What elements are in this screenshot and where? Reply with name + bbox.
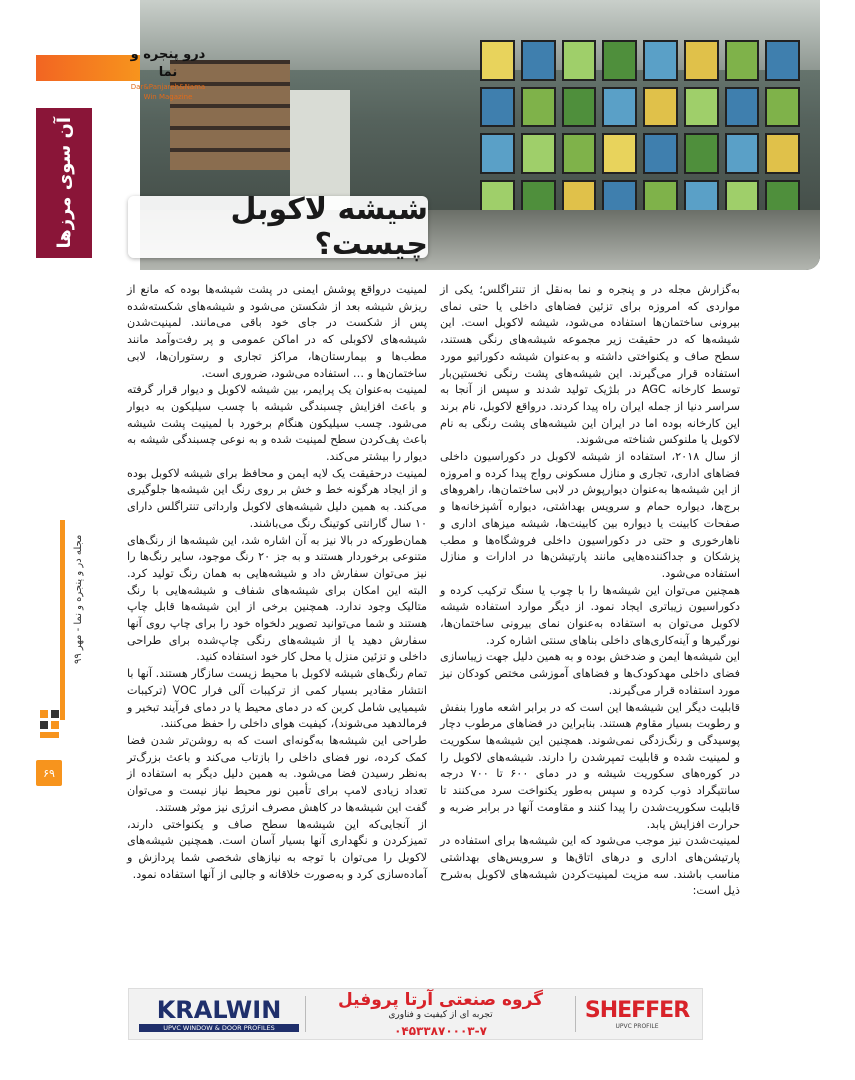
paragraph: لمینیت به‌عنوان یک پرایمر، بین شیشه لاکوبل و دیوار قرار گرفته و باعث افزایش چسبندگی شیشه با چسب سیلیکون به دیوار می‌شود. چسب سیلیکون هنگام برخورد با لمینیت پشت شیشه باعث پف‌کردن سطح لمینیت شده و به نوعی چسبندگی شیشه به دیوار را بیشتر می‌کند. — [127, 383, 427, 464]
logo-strip — [36, 55, 140, 81]
kralwin-tag: UPVC WINDOW & DOOR PROFILES — [139, 1024, 299, 1032]
paragraph: همان‌طورکه در بالا نیز به آن اشاره شد، این شیشه‌ها از رنگ‌های متنوعی برخوردار هستند و به جز ۲۰ رنگ موجود، سایر رنگ‌ها را نیز می‌توان سفارش داد و شیشه‌هایی به همان رنگ تولید کرد. البته این امکان برای شیشه‌های شفاف و شیشه‌هایی با رنگ متالیک وجود ندارد. همچنین برخی از این شیشه‌ها قابل چاپ هستند و شما می‌توانید تصویر دلخواه خود را برای چاپ روی آنها سفارش دهید یا از شیشه‌های رنگی چاپ‌شده برای طراحی داخلی و تزئین منزل یا محل کار خود استفاده کنید. — [127, 533, 427, 664]
logo-subtext: Dar&Panjareh&Nama Win Magazine — [130, 83, 206, 101]
paragraph: لمینیت درواقع پوشش ایمنی در پشت شیشه‌ها بوده که مانع از ریزش شیشه بعد از شکستن می‌شود و شیشه‌های شکسته‌شده پس از شکست در جای خود باقی می‌مانند. لمینیت‌شدن شیشه‌های لاکوبلی که در اماکن عمومی و پر رفت‌وآمد مانند مطب‌ها و بیمارستان‌ها، مراکز تجاری و رستوران‌ها، لابی ساختمان‌ها و … استفاده می‌شود، ضروری است. — [127, 283, 427, 380]
ad-slogan: تجربه ای از کیفیت و فناوری — [388, 1009, 493, 1020]
page-number: ۶۹ — [36, 760, 62, 786]
ad-divider — [575, 996, 576, 1032]
ad-phone: ۰۴۵۳۳۸۷۰۰۰۳-۷ — [394, 1023, 487, 1038]
logo-text: درو پنجره و نما — [130, 47, 206, 80]
paragraph: به‌گزارش مجله در و پنجره و نما به‌نقل از تنتراگلس؛ یکی از مواردی که امروزه برای تزئین فضاهای داخلی یا حتی نمای بیرونی ساختمان‌ها استفاده می‌شود، شیشه لاکوبل است. این شیشه‌ها که در حقیقت زیر مجموعه شیشه‌های رنگی هستند، سطح صاف و یکنواختی داشته و به‌عنوان شیشه دکوراتیو مورد استفاده قرار می‌گیرند. این شیشه‌های پشت رنگی نخستین‌بار توسط کارخانه AGC در بلژیک تولید شدند و سپس از آنجا به سراسر دنیا از جمله ایران راه پیدا کردند. درواقع لاکوبل، نام برند این کارخانه بوده اما در ایران این شیشه‌های پشت رنگی به نام لاکوبل یا ملنوکس شناخته می‌شوند. — [440, 283, 740, 447]
article-title: شیشه لاکوبل چیست؟ — [230, 192, 428, 262]
sheffer-brand: SHEFFER — [584, 998, 690, 1023]
paragraph: تمام رنگ‌های شیشه لاکوبل با محیط زیست سازگار هستند. آنها با انتشار مقادیر بسیار کمی از ترکیبات آلی فرار VOC (ترکیبات شیمیایی شامل کربن که در دمای محیط یا در دمای فرآیند تبخیر و فرمالدهید می‌شوند)، کیفیت هوای داخلی را حفظ می‌کنند. — [127, 667, 427, 731]
paragraph: این شیشه‌ها ایمن و ضدخش بوده و به همین دلیل جهت زیباسازی فضای داخلی مهدکودک‌ها و فضاهای آموزشی مختص کودکان نیز مورد استفاده قرار می‌گیرند. — [440, 650, 740, 697]
ad-company-info — [312, 990, 569, 1039]
window-mark-icon — [40, 710, 60, 740]
ad-divider — [305, 996, 306, 1032]
sheffer-tag: UPVC PROFILE — [615, 1023, 659, 1030]
article-column-right — [440, 282, 740, 900]
section-tab-label: آن سوی مرزها — [53, 117, 75, 249]
hero-glass-panels — [480, 40, 800, 220]
margin-line — [60, 520, 65, 720]
kralwin-logo — [139, 996, 299, 1032]
magazine-logo — [128, 46, 208, 101]
article-column-left — [127, 282, 427, 883]
ad-company-name: گروه صنعتی آرتا پروفیل — [337, 989, 544, 1010]
margin-issue-text: مجله در و پنجره و نما - مهر ۹۹ — [73, 535, 84, 665]
paragraph: قابلیت دیگر این شیشه‌ها این است که در برابر اشعه ماورا بنفش و رطوبت بسیار مقاوم هستند. بنابراین در فضاهای مرطوب دچار پوسیدگی و رنگ‌زدگی نمی‌شوند. همچنین این شیشه‌ها سکوریت و لمینیت شده و قابلیت تمپرشدن را دارند. شیشه‌های لاکوبل را در کوره‌های سکوریت شیشه و در دمای ۶۰۰ تا ۷۰۰ درجه سانتیگراد ذوب کرده و سپس به‌طور یکنواخت سرد می‌کنند تا قابلیت سکوریت‌شدن را پیدا کنند و مقاومت آنها در برابر ضربه و حرارت افزایش یابد. — [440, 700, 740, 831]
paragraph: لمینیت‌شدن نیز موجب می‌شود که این شیشه‌ها برای استفاده در پارتیشن‌های اداری و درهای اتاق‌ها و سرویس‌های بهداشتی مناسب باشند. سه مزیت لمینیت‌کردن شیشه‌های لاکوبل به‌شرح ذیل است: — [440, 834, 740, 898]
title-box — [128, 192, 428, 262]
paragraph: از سال ۲۰۱۸، استفاده از شیشه لاکوبل در دکوراسیون داخلی فضاهای اداری، تجاری و منازل مسکونی رواج پیدا کرده و امروزه از این شیشه‌ها به‌عنوان دیوارپوش در لابی ساختمان‌ها، راهروهای برج‌ها، دیواره حمام و سرویس بهداشتی، دیواره آشپزخانه‌ها و صفحات کابینت یا دیواره بین کابینت‌ها، شیشه میزهای اداری و ناهارخوری و حتی در دکوراسیون داخلی فروشگاه‌ها و مطب پزشکان و جداکننده‌هایی مانند پارتیشن‌ها در ادارات و منازل استفاده می‌شود. — [440, 450, 740, 580]
kralwin-brand: KRALWIN — [156, 996, 282, 1024]
section-tab — [36, 108, 92, 258]
paragraph: لمینیت درحقیقت یک لایه ایمن و محافظ برای شیشه لاکوبل بوده و از ایجاد هرگونه خط و خش بر روی رنگ این شیشه‌ها جلوگیری می‌کند. به همین دلیل شیشه‌های لاکوبل وارداتی تنتراگلس دارای ۱۰ سال گارانتی کوتینگ رنگ می‌باشند. — [127, 466, 427, 530]
advertisement-banner[interactable] — [128, 988, 703, 1040]
paragraph: طراحی این شیشه‌ها به‌گونه‌ای است که به روشن‌تر شدن فضا کمک کرده، نور فضای داخلی را بازتاب می‌کند و باعث بزرگ‌تر به‌نظر رسیدن فضا می‌شود. به همین دلیل دیگر به استفاده از تعداد زیادی لامپ برای تأمین نور محیط نیاز نیست و می‌توان گفت این شیشه‌ها در کاهش مصرف انرژی نیز موثر هستند. — [127, 733, 427, 814]
paragraph: از آنجایی‌که این شیشه‌ها سطح صاف و یکنواختی دارند، تمیزکردن و نگهداری آنها بسیار آسان است. همچنین شیشه‌های لاکوبل را می‌توان با توجه به نیازهای شخصی شما پردازش و آماده‌سازی کرد و به‌صورت خلاقانه و جالبی از آنها استفاده نمود. — [127, 817, 427, 881]
paragraph: همچنین می‌توان این شیشه‌ها را با چوب یا سنگ ترکیب کرده و دکوراسیون زیباتری ایجاد نمود. از دیگر موارد استفاده شیشه لاکوبل می‌توان به استفاده به‌عنوان نمای بیرونی ساختمان‌ها، نورگیرها و آینه‌کاری‌های داخلی بناهای سنتی اشاره کرد. — [440, 583, 740, 647]
sheffer-logo — [582, 998, 692, 1030]
